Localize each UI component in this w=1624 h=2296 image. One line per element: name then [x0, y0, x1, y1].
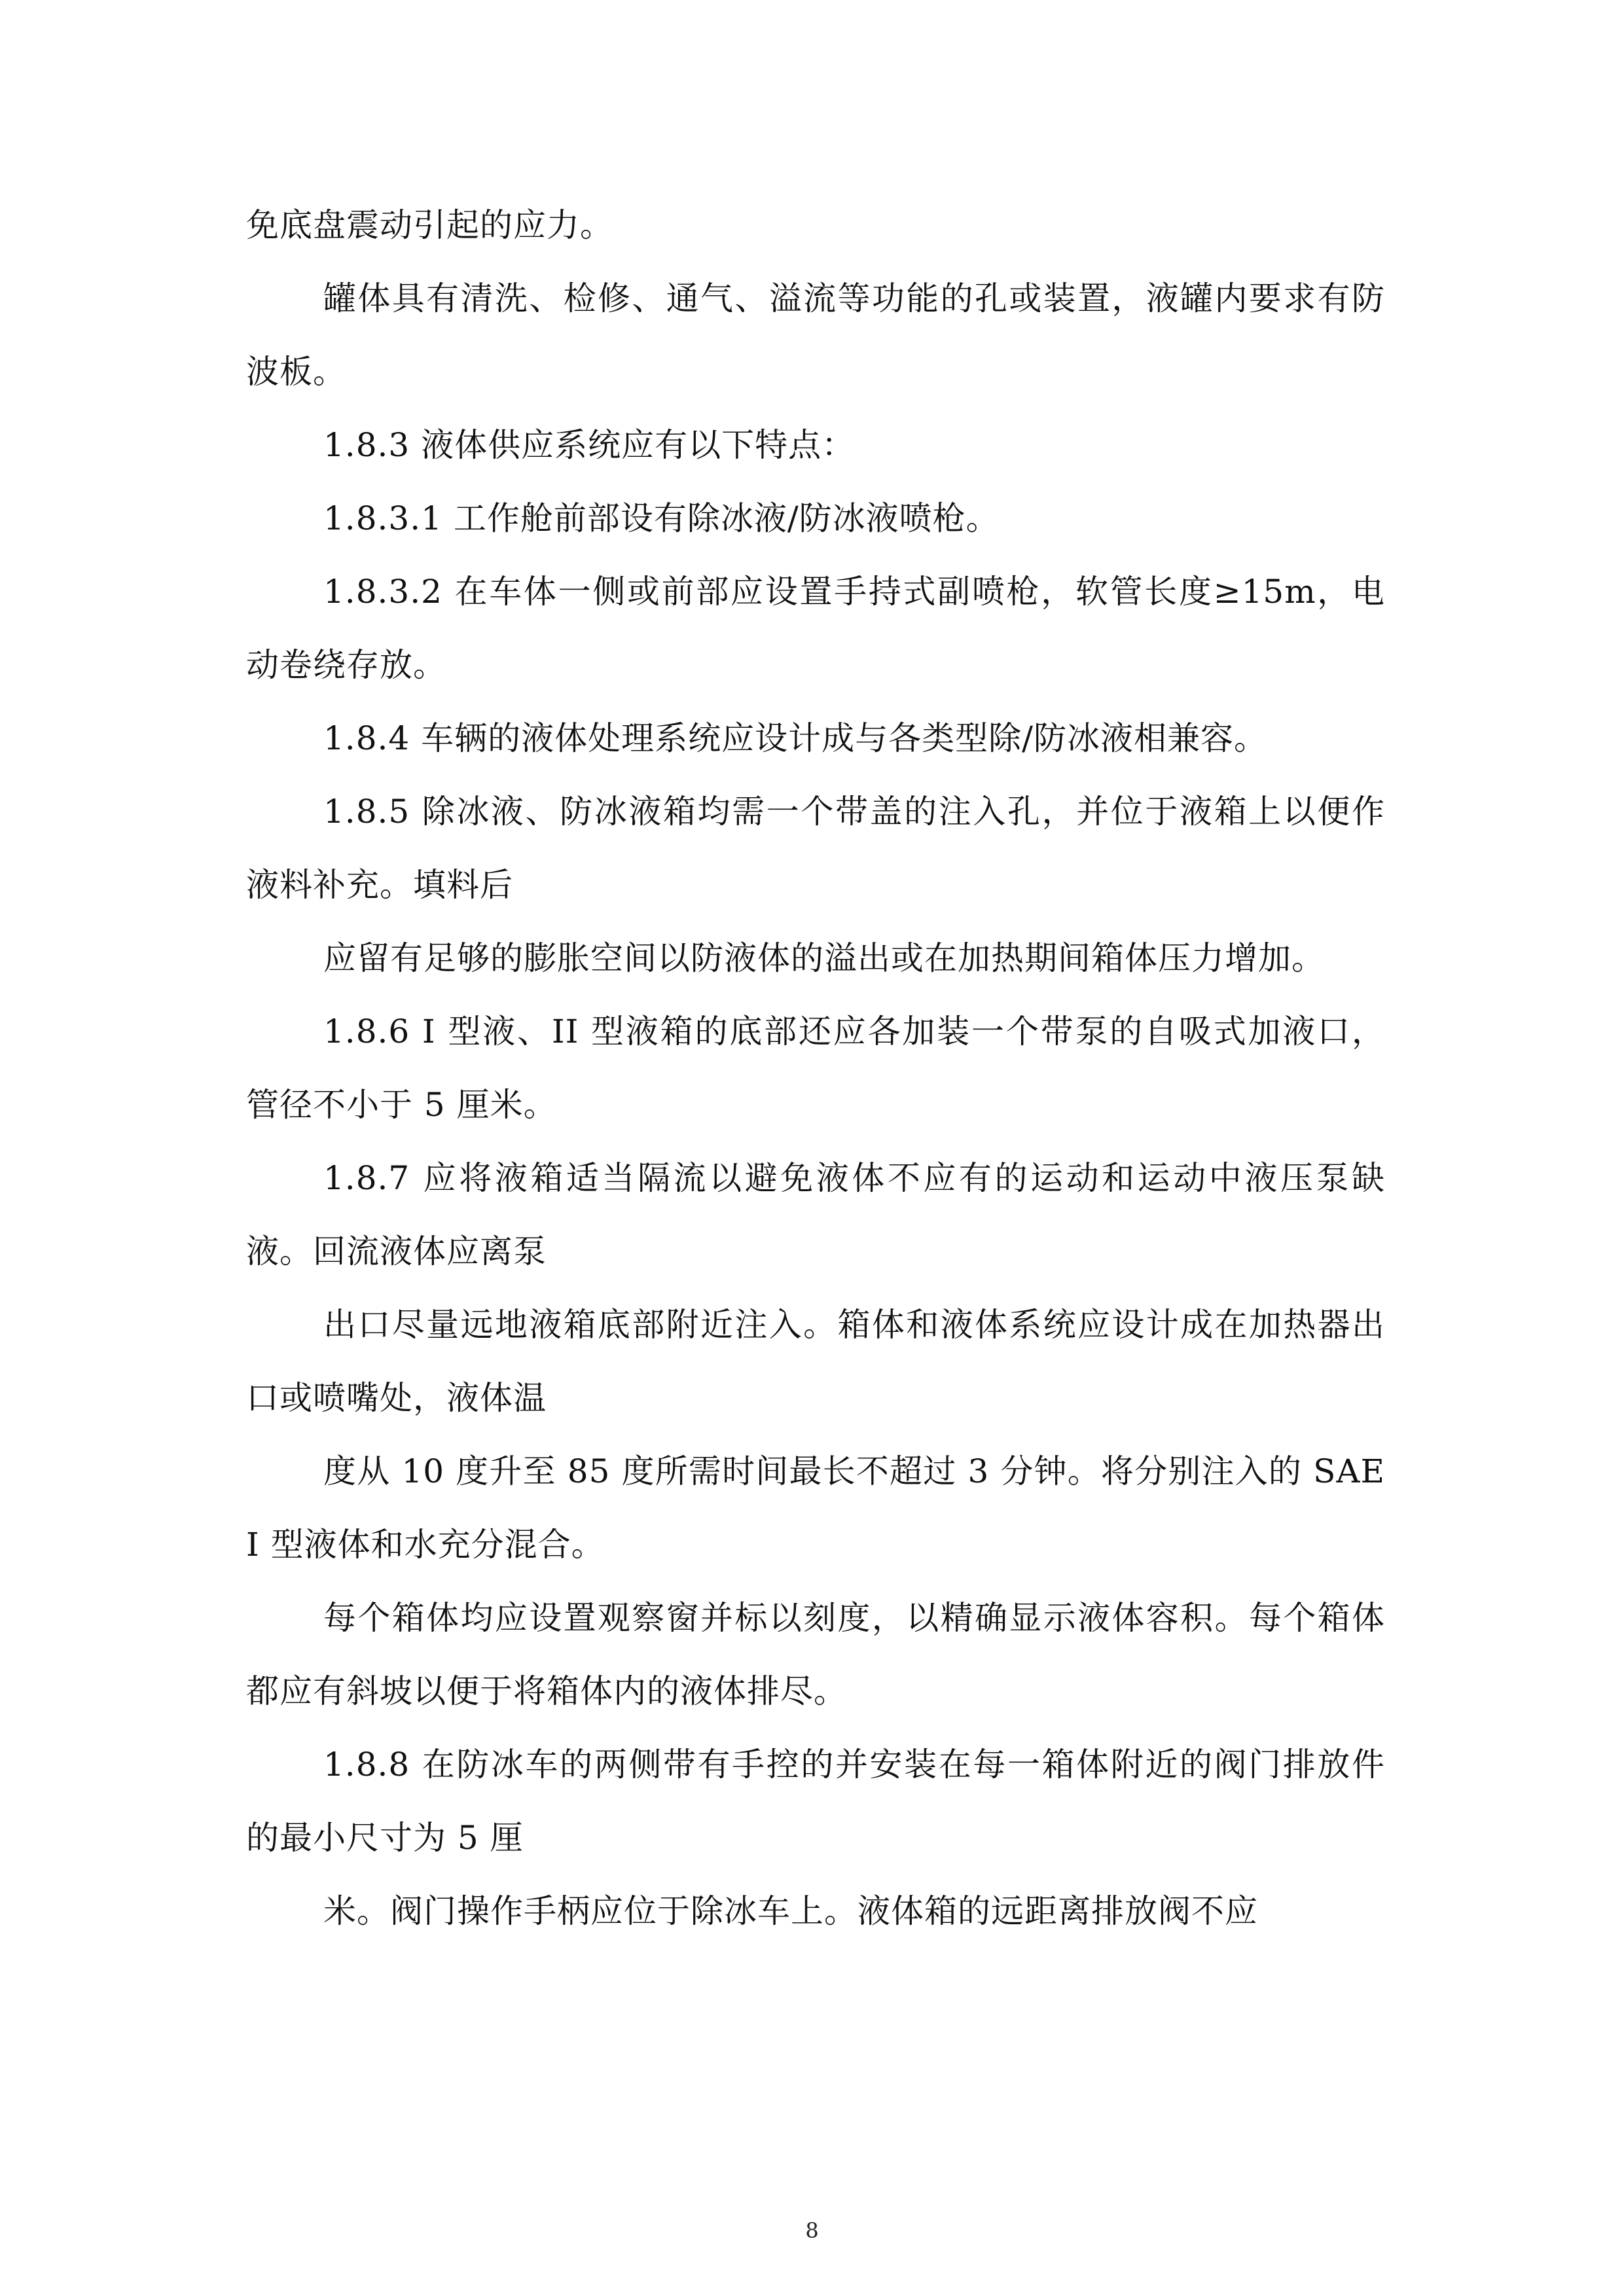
paragraph-heater-outlet: 出口尽量远地液箱底部附近注入。箱体和液体系统应设计成在加热器出口或喷嘴处，液体温 [246, 1306, 1385, 1417]
paragraph-valve-handle: 米。阀门操作手柄应位于除冰车上。液体箱的远距离排放阀不应 [323, 1892, 1258, 1930]
clause-1-8-4: 1.8.4 车辆的液体处理系统应设计成与各类型除/防冰液相兼容。 [323, 719, 1267, 757]
paragraph-expansion-space: 应留有足够的膨胀空间以防液体的溢出或在加热期间箱体压力增加。 [323, 939, 1325, 977]
clause-1-8-5: 1.8.5 除冰液、防冰液箱均需一个带盖的注入孔，并位于液箱上以便作液料补充。填料后 [246, 793, 1385, 904]
paragraph-observation-window: 每个箱体均应设置观察窗并标以刻度，以精确显示液体容积。每个箱体都应有斜坡以便于将箱体内的液体排尽。 [246, 1599, 1385, 1710]
clause-1-8-6: 1.8.6 I 型液、II 型液箱的底部还应各加装一个带泵的自吸式加液口，管径不小于 5 厘米。 [246, 1013, 1385, 1124]
clause-1-8-3-2: 1.8.3.2 在车体一侧或前部应设置手持式副喷枪，软管长度≥15m，电动卷绕存放。 [246, 573, 1385, 684]
clause-1-8-3-1: 1.8.3.1 工作舱前部设有除冰液/防冰液喷枪。 [323, 499, 1000, 537]
section-heading-1-8-3: 1.8.3 液体供应系统应有以下特点： [323, 426, 856, 464]
document-body [246, 188, 1385, 1948]
page-number: 8 [805, 2218, 819, 2243]
clause-1-8-7: 1.8.7 应将液箱适当隔流以避免液体不应有的运动和运动中液压泵缺液。回流液体应离泵 [246, 1159, 1385, 1270]
paragraph-2: 罐体具有清洗、检修、通气、溢流等功能的孔或装置，液罐内要求有防波板。 [246, 279, 1385, 391]
paragraph-1: 免底盘震动引起的应力。 [246, 206, 613, 244]
clause-1-8-8: 1.8.8 在防冰车的两侧带有手控的并安装在每一箱体附近的阀门排放件的最小尺寸为 5 厘 [246, 1746, 1385, 1857]
paragraph-temperature: 度从 10 度升至 85 度所需时间最长不超过 3 分钟。将分别注入的 SAE I 型液体和水充分混合。 [246, 1452, 1385, 1564]
